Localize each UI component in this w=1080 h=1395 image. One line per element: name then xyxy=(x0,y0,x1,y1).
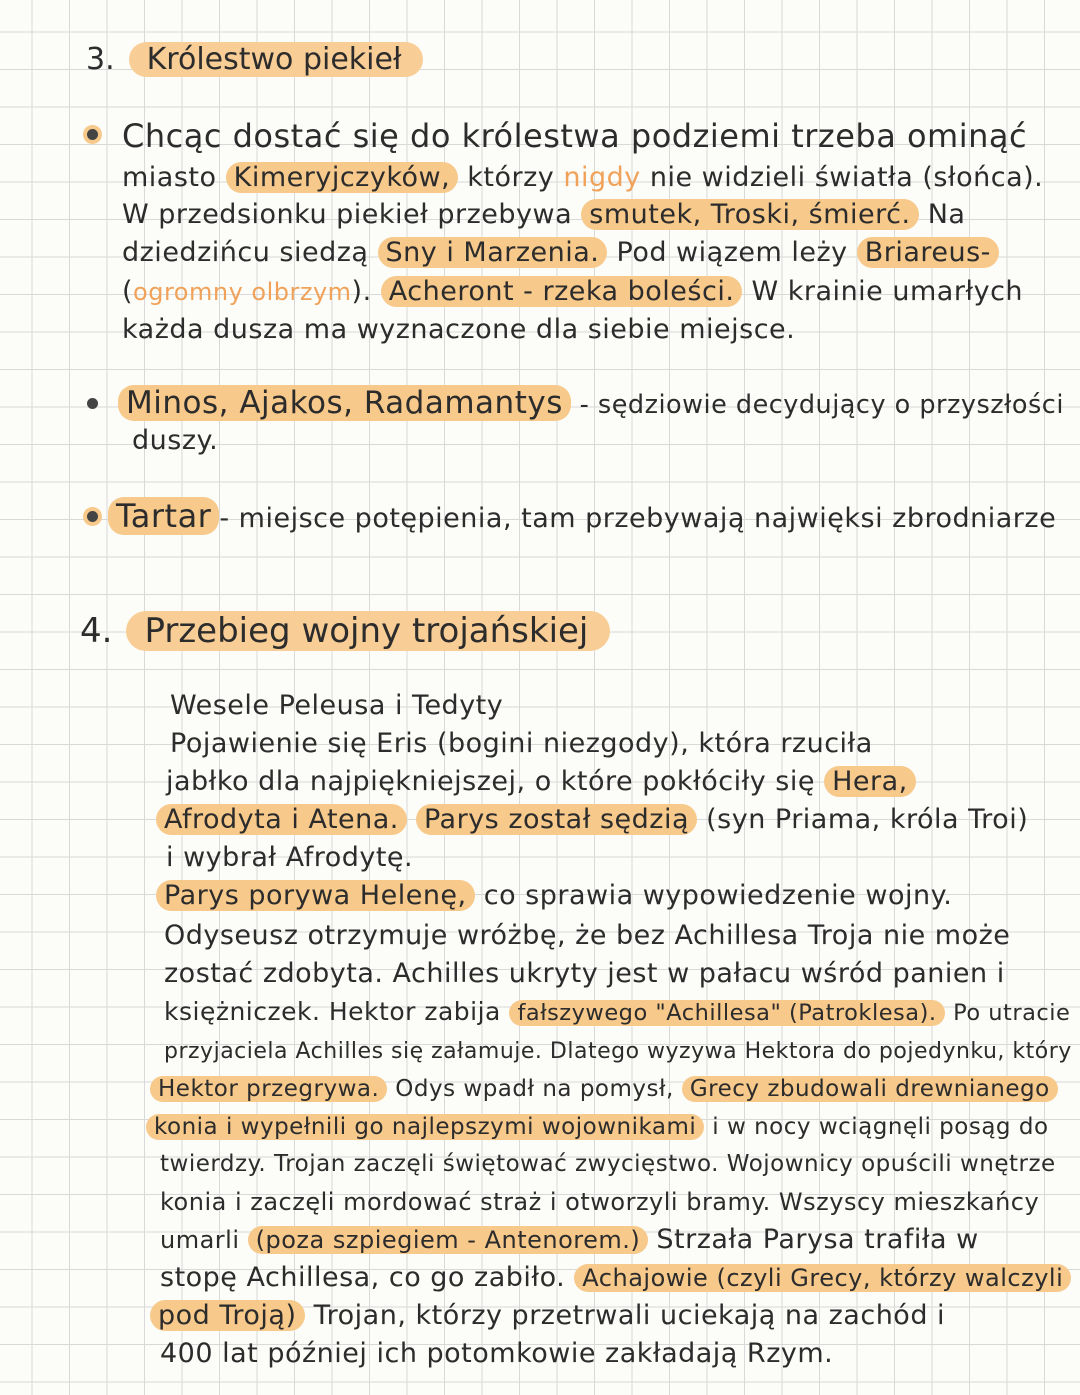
text-span: W przedsionku piekieł przebywa xyxy=(122,199,573,230)
s4-line15 xyxy=(160,1222,979,1258)
section-3-heading xyxy=(86,40,423,80)
highlight-helena: Parys porywa Helenę, xyxy=(156,880,475,911)
highlight-smutek: smutek, Troski, śmierć. xyxy=(581,199,918,230)
text-span: W krainie umarłych xyxy=(751,276,1024,307)
s3-b2-line2: duszy. xyxy=(132,425,219,456)
s4-line8: zostać zdobyta. Achilles ukryty jest w pałacu wśród panien i xyxy=(164,958,1005,989)
orange-text-nigdy: nigdy xyxy=(563,162,641,193)
highlight-briareus: Briareus- xyxy=(857,237,999,268)
s4-line12 xyxy=(146,1108,1049,1145)
orange-text-olbrzym: ogromny olbrzym xyxy=(133,278,352,306)
text-span: umarli xyxy=(160,1226,240,1254)
text-span: Na xyxy=(927,199,966,230)
highlight-hera: Hera, xyxy=(824,766,916,797)
section-4-title: Przebieg wojny trojańskiej xyxy=(126,611,610,651)
s4-line11 xyxy=(150,1070,1058,1107)
text-span: (syn Priama, króla Troi) xyxy=(706,804,1029,835)
section-4-heading xyxy=(80,610,610,652)
text-span: którzy xyxy=(467,162,555,193)
highlight-acheront: Acheront - rzeka boleści. xyxy=(381,276,743,307)
highlight-pod-troja: pod Troją) xyxy=(150,1300,305,1331)
s3-b1-line3 xyxy=(122,197,965,233)
text-span: miasto xyxy=(122,162,217,193)
highlight-patroklesa: fałszywego "Achillesa" (Patroklesa). xyxy=(509,1000,944,1026)
highlight-kimeryjczykow: Kimeryjczyków, xyxy=(226,162,459,193)
text-span: Strzała Parysa trafiła w xyxy=(656,1224,979,1255)
text-span: Po utracie xyxy=(953,1000,1071,1026)
s3-b1-line6: każda dusza ma wyznaczone dla siebie miejsce. xyxy=(122,314,796,345)
highlight-grecy: Grecy zbudowali drewnianego xyxy=(682,1076,1058,1102)
section-3-title: Królestwo piekieł xyxy=(129,42,424,77)
text-span: - sędziowie decydujący o przyszłości xyxy=(579,390,1064,420)
s4-line14: konia i zaczęli mordować straż i otworzyli bramy. Wszyscy mieszkańcy xyxy=(160,1188,1040,1216)
s4-line16 xyxy=(160,1260,1071,1296)
highlight-hektor: Hektor przegrywa. xyxy=(150,1076,387,1102)
text-span: stopę Achillesa, co go zabiło. xyxy=(160,1262,566,1293)
highlight-tartar: Tartar xyxy=(108,497,219,535)
s4-line4 xyxy=(156,802,1028,838)
text-span: dziedzińcu siedzą xyxy=(122,237,369,268)
s4-line7: Odyseusz otrzymuje wróżbę, że bez Achillesa Troja nie może xyxy=(164,920,1011,951)
text-span: ( xyxy=(122,276,134,307)
s4-line13: twierdzy. Trojan zaczęli świętować zwycięstwo. Wojownicy opuścili wnętrze xyxy=(160,1151,1056,1177)
s4-line5: i wybrał Afrodytę. xyxy=(166,842,414,873)
text-span: nie widzieli światła (słońca). xyxy=(649,162,1044,193)
text-span: księżniczek. Hektor zabija xyxy=(164,997,501,1026)
text-span: ). xyxy=(351,276,372,307)
highlight-afrodyta: Afrodyta i Atena. xyxy=(156,804,407,835)
s3-b1-line2 xyxy=(122,160,1043,196)
section-4-number: 4. xyxy=(80,611,113,651)
s4-line3 xyxy=(166,764,916,800)
s4-line1: Wesele Peleusa i Tedyty xyxy=(170,690,504,721)
highlight-parys-sedzia: Parys został sędzią xyxy=(416,804,697,835)
s4-line10: przyjaciela Achilles się załamuje. Dlatego wyzywa Hektora do pojedynku, który xyxy=(164,1039,1072,1064)
highlight-antenor: (poza szpiegiem - Antenorem.) xyxy=(248,1226,649,1254)
text-span: Trojan, którzy przetrwali uciekają na zachód i xyxy=(313,1300,946,1331)
highlight-sny: Sny i Marzenia. xyxy=(378,237,608,268)
highlight-minos: Minos, Ajakos, Radamantys xyxy=(118,385,571,421)
s4-line17 xyxy=(150,1298,945,1334)
text-span: Pod wiązem leży xyxy=(616,237,848,268)
text-span: jabłko dla najpiękniejszej, o które pokłóciły się xyxy=(166,766,815,797)
s3-b1-line5 xyxy=(122,274,1023,310)
s3-b3-line1 xyxy=(108,498,1056,537)
bullet-dot-icon xyxy=(87,511,98,522)
highlight-konia: konia i wypełnili go najlepszymi wojownikami xyxy=(146,1114,704,1140)
text-span: - miejsce potępienia, tam przebywają najwięksi zbrodniarze xyxy=(219,503,1057,534)
s3-b1-line1: Chcąc dostać się do królestwa podziemi trzeba ominąć xyxy=(122,117,1028,155)
s4-line18: 400 lat później ich potomkowie zakładają Rzym. xyxy=(160,1338,834,1369)
s4-line2: Pojawienie się Eris (bogini niezgody), która rzuciła xyxy=(170,728,873,759)
bullet-dot-icon xyxy=(87,398,98,409)
s4-line6 xyxy=(156,878,952,914)
highlight-achajowie: Achajowie (czyli Grecy, którzy walczyli xyxy=(574,1264,1071,1292)
s3-b2-line1 xyxy=(118,385,1064,423)
text-span: co sprawia wypowiedzenie wojny. xyxy=(483,880,953,911)
s4-line9 xyxy=(164,994,1070,1031)
text-span: Odys wpadł na pomysł, xyxy=(395,1076,674,1102)
s3-b1-line4 xyxy=(122,235,999,271)
bullet-dot-icon xyxy=(87,129,98,140)
text-span: i w nocy wciągnęli posąg do xyxy=(712,1114,1049,1140)
section-3-number: 3. xyxy=(86,42,115,77)
